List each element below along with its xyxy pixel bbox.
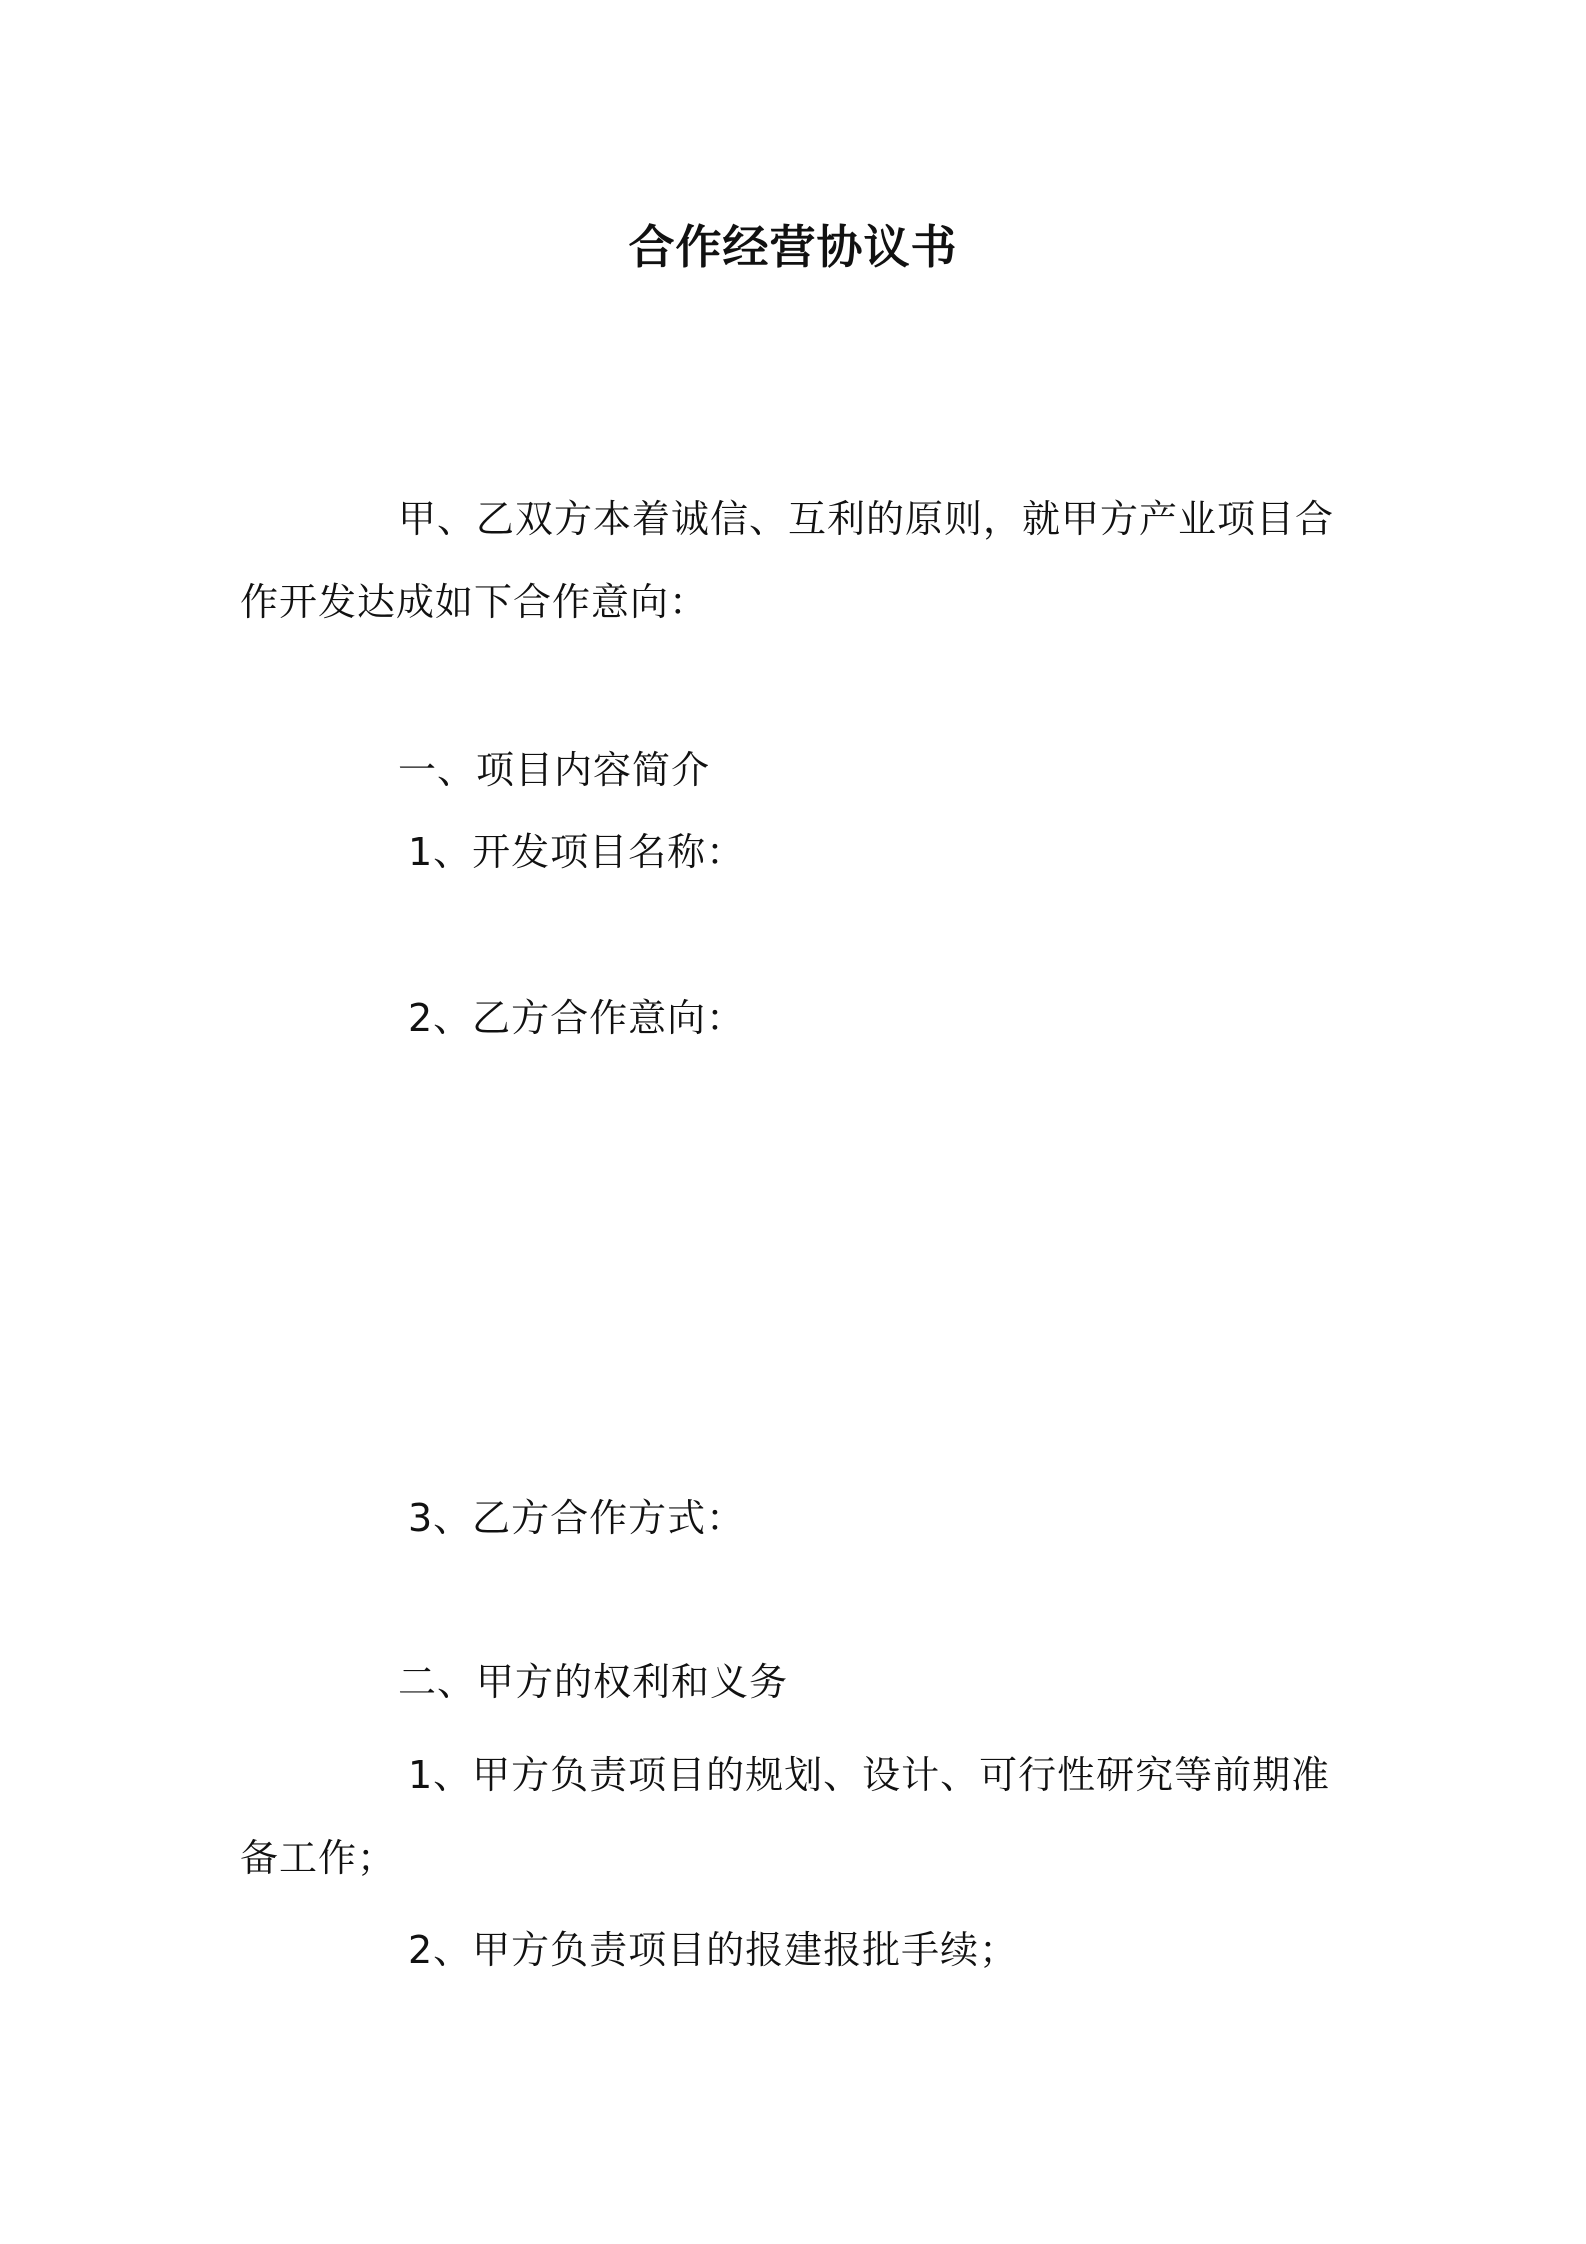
intro-paragraph: 甲、乙双方本着诚信、互利的原则，就甲方产业项目合作开发达成如下合作意向： xyxy=(240,497,1335,624)
section2-item-1: 1、甲方负责项目的规划、设计、可行性研究等前期准备工作； xyxy=(240,1753,1331,1880)
section1-heading: 一、项目内容简介 xyxy=(398,748,711,792)
section2-heading: 二、甲方的权利和义务 xyxy=(398,1660,789,1704)
section1-item-1: 1、开发项目名称： xyxy=(408,830,746,874)
section1-item-3: 3、乙方合作方式： xyxy=(408,1496,746,1540)
section2-item-2: 2、甲方负责项目的报建报批手续； xyxy=(408,1928,1019,1972)
document-title: 合作经营协议书 xyxy=(628,220,958,274)
section1-item-2: 2、乙方合作意向： xyxy=(408,996,746,1040)
